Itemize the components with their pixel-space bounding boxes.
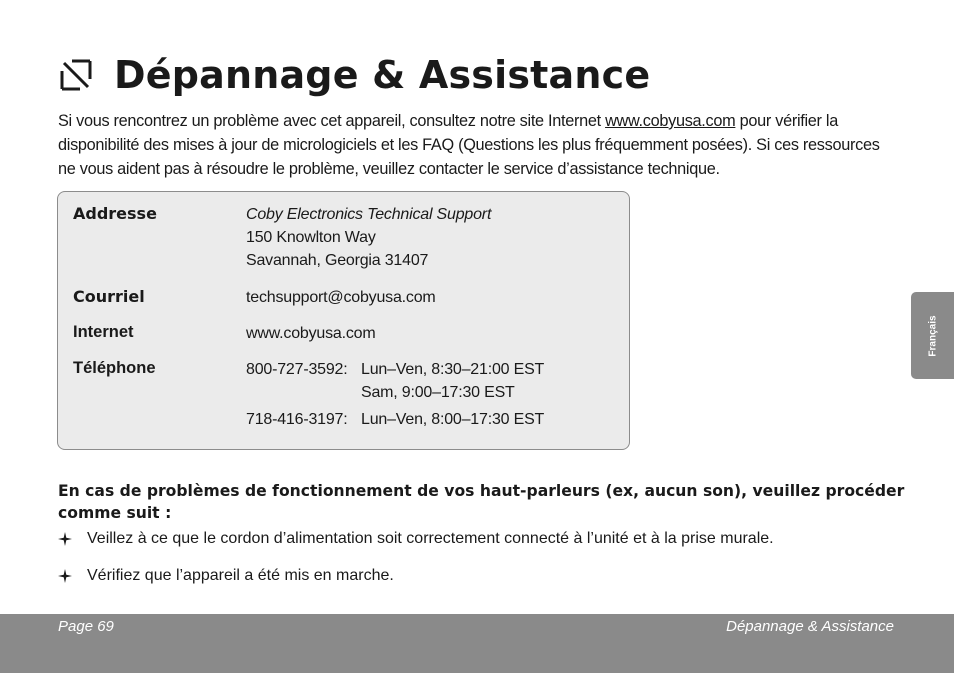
address-line-street: 150 Knowlton Way [246,229,376,246]
language-tab [911,292,954,379]
web-label: Internet [73,323,134,341]
address-line-company: Coby Electronics Technical Support [246,206,492,223]
bullet-text-power-on: Vérifiez que l’appareil a été mis en marche. [87,567,394,584]
language-tab-label: Français [927,314,938,357]
intro-text-before: Si vous rencontrez un problème avec cet appareil, consultez notre site Internet [58,112,606,130]
bullet-text-power-cord: Veillez à ce que le cordon d’alimentation soit correctement connecté à l’unité et à la prise murale. [87,530,774,547]
phone-number-2: 718-416-3197: [246,411,348,428]
list-item [58,567,394,585]
contact-info-box [57,191,630,450]
email-label: Courriel [73,287,145,306]
speakers-section-heading: En cas de problèmes de fonctionnement de vos haut-parleurs (ex, aucun son), veuillez procéder comme suit : [58,482,905,522]
address-line-city: Savannah, Georgia 31407 [246,252,429,269]
four-point-star-icon [58,569,72,583]
four-point-star-icon [58,532,72,546]
page-title: Dépannage & Assistance [114,53,651,97]
intro-paragraph [58,109,898,181]
phone-1-hours-saturday: Sam, 9:00–17:30 EST [361,384,515,401]
website-link[interactable]: www.cobyusa.com [605,112,736,130]
arrow-down-right-icon [58,57,94,93]
web-value: www.cobyusa.com [246,325,376,342]
page-number: Page 69 [58,618,114,635]
page-header [58,50,650,100]
intro-text-after: pour vérifier la disponibilité des mises à jour de micrologiciels et les FAQ (Questions les plus fréquemment posées). Si ces ressources ne vous aident pas à résoudre le problème, veuillez contacter le service d’assistance technique. [58,112,880,178]
footer-section-title: Dépannage & Assistance [726,618,894,635]
page-footer [0,614,954,673]
phone-1-hours-weekday: Lun–Ven, 8:30–21:00 EST [361,361,545,378]
address-label: Addresse [73,204,157,223]
list-item [58,530,774,548]
phone-number-1: 800-727-3592: [246,361,348,378]
phone-2-hours-weekday: Lun–Ven, 8:00–17:30 EST [361,411,545,428]
phone-label: Téléphone [73,359,156,377]
email-value: techsupport@cobyusa.com [246,289,436,306]
